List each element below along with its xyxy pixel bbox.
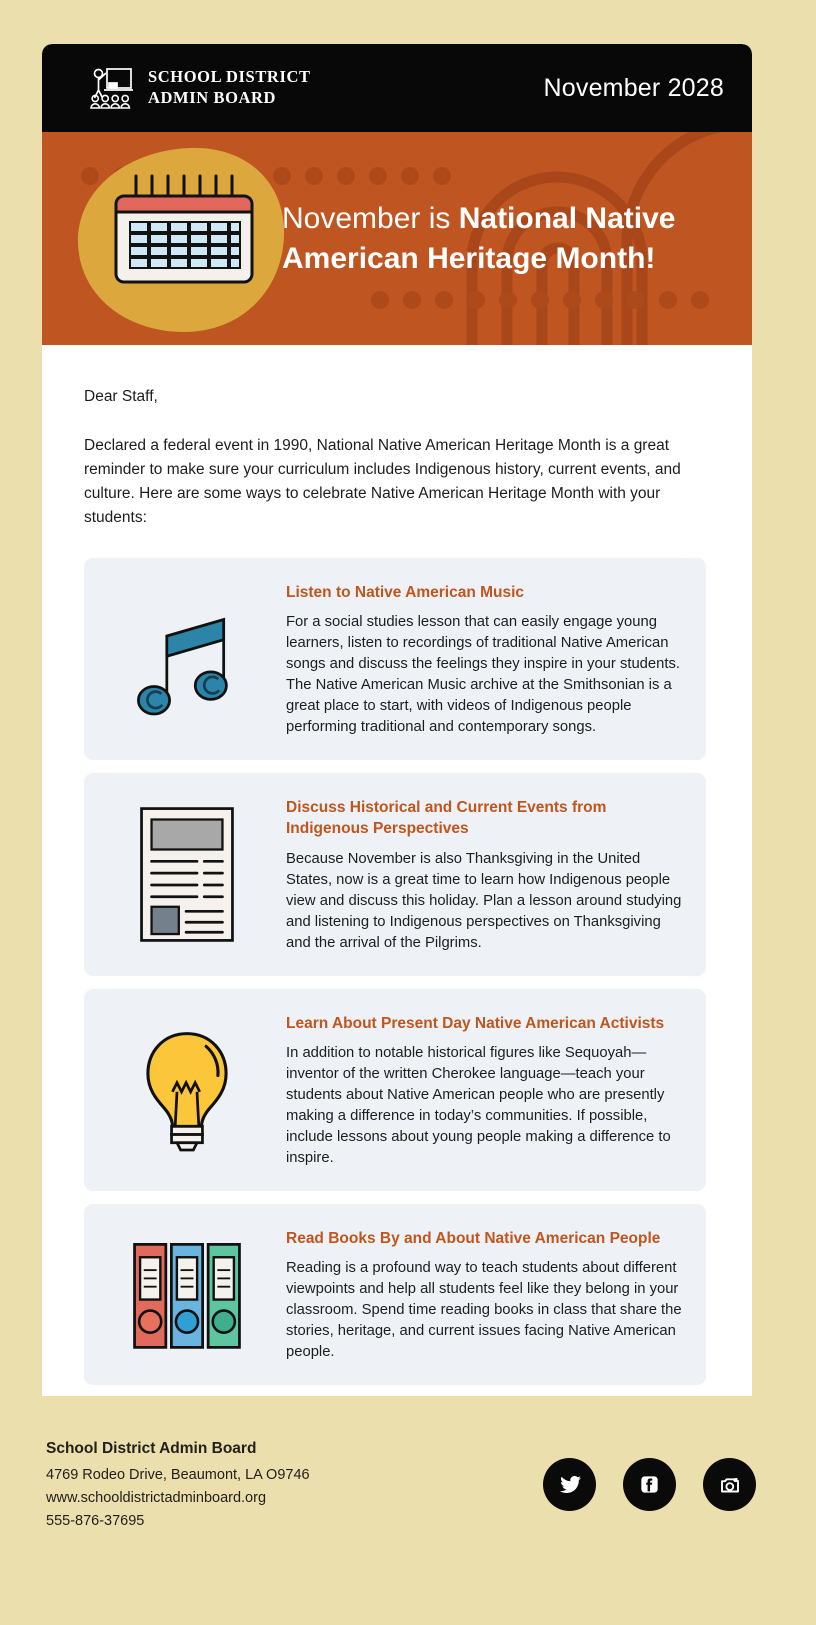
tip-card-lightbulb [84,989,706,1191]
footer-address: 4769 Rodeo Drive, Beaumont, LA O9746 [46,1467,310,1483]
tips-list [42,530,752,1384]
footer-organization: School District Admin Board [46,1440,257,1457]
newspaper-icon [102,802,272,947]
footer-phone: 555-876-37695 [46,1512,145,1529]
letter-body [42,345,752,530]
tip-card-text: In addition to notable historical figures like Sequoyah—inventor of the written Cherokee language—teach your students about Native American people who are presently making a difference in today’s communities. If possible, include lessons about young people making a difference to inspire. [286,1044,671,1166]
issue-date: November 2028 [543,73,724,102]
tip-card-body [286,580,682,738]
tip-card-body [286,1226,682,1363]
footer-contact [46,1440,543,1533]
tip-card-body [286,1011,682,1169]
calendar-icon [114,174,254,289]
tip-card-title: Learn About Present Day Native American Activists [286,1014,665,1032]
brand-line-1: SCHOOL DISTRICT [148,67,311,87]
footer [0,1396,816,1625]
tip-card-newspaper [84,773,706,975]
tip-card-body [286,795,682,953]
twitter-icon[interactable] [543,1458,596,1511]
teacher-classroom-icon [88,66,134,110]
brand [88,66,311,110]
facebook-icon[interactable] [623,1458,676,1511]
tip-card-title: Read Books By and About Native American People [286,1229,661,1247]
tip-card-text: Because November is also Thanksgiving in the United States, now is a great time to learn how Indigenous people view and discuss this holiday. Plan a lesson around studying and listening to Indigenous perspectives on Thanksgiving and the arrival of the Pilgrims. [286,850,682,951]
tip-card-title: Discuss Historical and Current Events from Indigenous Perspectives [286,799,607,838]
tip-card-text: Reading is a profound way to teach students about different viewpoints and help all students feel like they belong in your classroom. Spend time reading books in class that share the stories, heritage, and current issues facing Native American people. [286,1259,682,1360]
header-bar [42,44,752,132]
newsletter-sheet [42,44,752,1396]
brand-line-2: ADMIN BOARD [148,88,277,107]
hero-title-prefix: November is [282,201,459,235]
instagram-icon[interactable] [703,1458,756,1511]
tip-card-text: For a social studies lesson that can easily engage young learners, listen to recordings of traditional Native American songs and discuss the feelings they inspire in your students. The Native American Music archive at the Smithsonian is a great place to start, with videos of Indigenous people performing traditional and contemporary songs. [286,614,680,736]
hero-title-emphasis: National Native American Heritage Month! [282,201,676,275]
footer-website[interactable]: www.schooldistrictadminboard.org [46,1489,267,1506]
hero-title [282,199,712,278]
salutation: Dear Staff, [84,388,158,405]
tip-card-music [84,558,706,760]
social-links [543,1458,756,1511]
intro-paragraph: Declared a federal event in 1990, National Native American Heritage Month is a great reminder to make sure your curriculum includes Indigenous history, current events, and culture. Here are some ways to celebrate Native American Heritage Month with your students: [84,437,681,527]
brand-name [148,67,311,109]
books-binders-icon [102,1237,272,1352]
music-note-icon [102,599,272,719]
hero-banner [42,132,752,345]
lightbulb-icon [102,1025,272,1155]
tip-card-title: Listen to Native American Music [286,584,525,602]
tip-card-books [84,1204,706,1385]
